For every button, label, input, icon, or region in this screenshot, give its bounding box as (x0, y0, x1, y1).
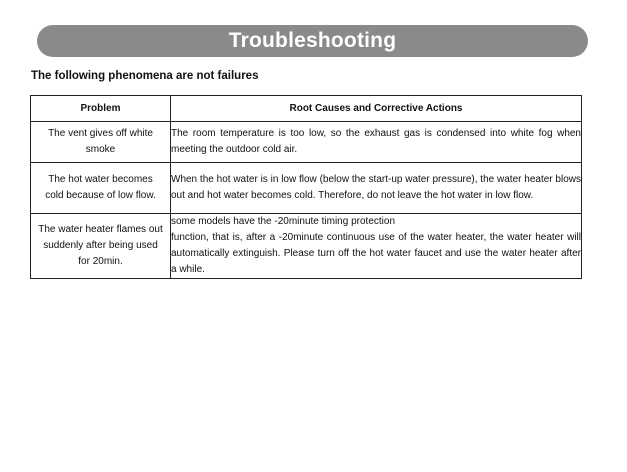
action-text: function, that is, after a -20minute continuous use of the water heater, the water heater will automatically extinguish. Please turn off the hot water faucet and use the water heater after a while. (171, 232, 581, 275)
problem-text-line: The water heater flames out (38, 224, 163, 235)
title-banner (37, 25, 588, 57)
section-subtitle: The following phenomena are not failures (31, 70, 259, 82)
troubleshooting-table (30, 95, 582, 279)
action-cell: When the hot water is in low flow (below the start-up water pressure), the water heater blows out and hot water becomes cold. Therefore, do not leave the hot water in low flow. (171, 163, 582, 214)
action-cell (171, 214, 582, 279)
problem-cell (31, 122, 171, 163)
problem-text-line: for 20min. (78, 256, 123, 267)
table-row (31, 214, 582, 279)
column-header-actions: Root Causes and Corrective Actions (171, 96, 582, 122)
table-header-row (31, 96, 582, 122)
action-text-first-line: some models have the -20minute timing protection (171, 216, 396, 227)
problem-text-line: suddenly after being used (43, 240, 158, 251)
problem-text-line: smoke (85, 144, 116, 155)
table-row (31, 163, 582, 214)
column-header-problem: Problem (31, 96, 171, 122)
action-cell: The room temperature is too low, so the exhaust gas is condensed into white fog when meeting the outdoor cold air. (171, 122, 582, 163)
table-row (31, 122, 582, 163)
page-title: Troubleshooting (228, 29, 397, 52)
problem-cell (31, 163, 171, 214)
problem-text-line: cold because of low flow. (45, 190, 156, 201)
problem-cell (31, 214, 171, 279)
problem-text-line: The vent gives off white (48, 128, 153, 139)
problem-text-line: The hot water becomes (48, 174, 153, 185)
